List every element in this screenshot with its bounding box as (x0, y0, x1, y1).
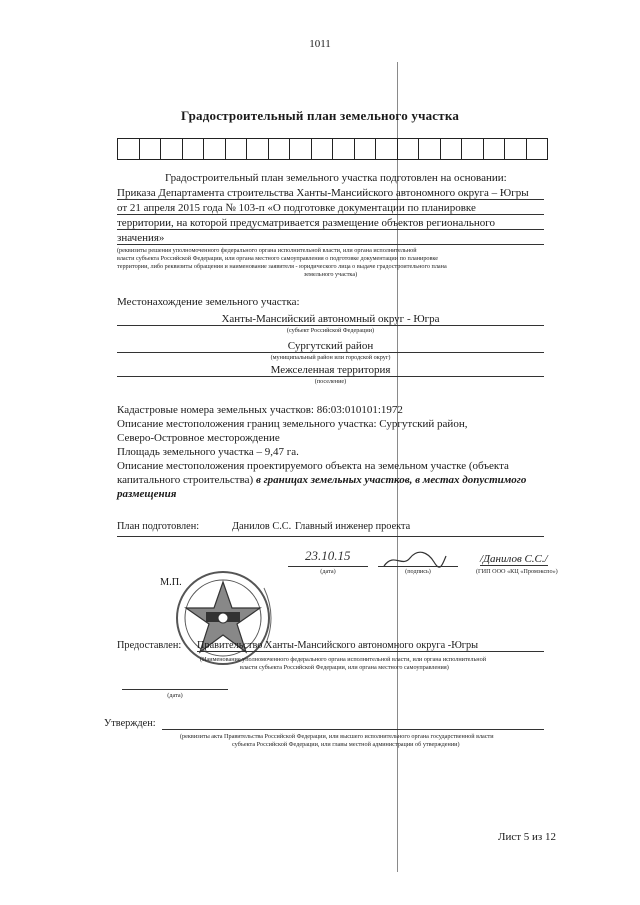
approved-caption-1: (реквизиты акта Правительства Российской Федерации, или высшего исполнительного органа государственной власти (180, 733, 494, 740)
signature-caption: (подпись) (405, 568, 431, 575)
round-seal-stamp (168, 568, 308, 668)
document-title: Градостроительный план земельного участка (180, 108, 460, 123)
approved-caption-2: субъекта Российской Федерации, или главы местной администрации об утверждении) (232, 741, 460, 748)
approved-line (162, 729, 544, 730)
location-settlement: Межселенная территория (117, 364, 544, 377)
location-settlement-caption: (поселение) (314, 378, 347, 385)
prepared-underline (117, 536, 544, 537)
location-subject: Ханты-Мансийский автономный округ - Югра (117, 313, 544, 326)
location-label: Местонахождение земельного участка: (117, 296, 300, 308)
location-district-caption: (муниципальный район или городской округ) (270, 354, 391, 361)
object-line-2-bold: в границах земельных участков, в местах допустимого (253, 474, 527, 486)
basis-caption-2: власти субъекта Российской Федерации, или органа местного самоуправления о подготовке документации по планировке (117, 255, 439, 262)
handwritten-date: 23.10.15 (305, 548, 351, 563)
grid-cell (269, 138, 291, 160)
basis-line-4: значения» (117, 232, 544, 245)
date-line (288, 566, 368, 567)
grid-cell (183, 138, 205, 160)
grid-cell (290, 138, 312, 160)
provided-label: Предоставлен: (117, 640, 182, 651)
org-caption: (ГИП ООО «КЦ «Промэкспо») (476, 568, 558, 575)
grid-cell (398, 138, 420, 160)
grid-cell (355, 138, 377, 160)
plot-area: Площадь земельного участка – 9,47 га. (117, 446, 299, 458)
grid-cell (140, 138, 162, 160)
grid-cell (462, 138, 484, 160)
basis-line-1: Приказа Департамента строительства Ханты-Мансийского автономного округа – Югры (117, 187, 544, 200)
basis-line-3: территории, на которой предусматривается размещение объектов регионального (117, 217, 544, 230)
basis-line-2: от 21 апреля 2015 года № 103-п «О подготовке документации по планировке (117, 202, 544, 215)
boundaries-line-1: Описание местоположения границ земельного участка: Сургутский район, (117, 418, 468, 430)
cadastral-number-grid (117, 138, 548, 160)
provided-date-line (122, 689, 228, 690)
prepared-name: Данилов С.С. (232, 521, 292, 532)
grid-cell (247, 138, 269, 160)
object-line-1: Описание местоположения проектируемого объекта на земельном участке (объекта (117, 460, 509, 472)
object-line-3: размещения (117, 488, 177, 500)
location-subject-caption: (субъект Российской Федерации) (286, 327, 375, 334)
boundaries-line-2: Северо-Островное месторождение (117, 432, 280, 444)
signature-line (378, 566, 458, 567)
grid-cell (376, 138, 398, 160)
provided-caption-1: (Наименование уполномоченного федерального органа исполнительной власти, или органа исполнительной (200, 656, 487, 663)
date-caption: (дата) (320, 568, 336, 575)
grid-cell (527, 138, 549, 160)
location-district: Сургутский район (117, 340, 544, 353)
grid-cell (419, 138, 441, 160)
grid-cell (505, 138, 527, 160)
grid-cell (226, 138, 248, 160)
grid-cell (118, 138, 140, 160)
sheet-number: Лист 5 из 12 (498, 831, 557, 843)
grid-cell (441, 138, 463, 160)
mp-label: М.П. (160, 577, 182, 588)
approved-label: Утвержден: (104, 718, 156, 729)
grid-cell (204, 138, 226, 160)
provided-date-caption: (дата) (167, 692, 183, 699)
provided-caption-2: власти субъекта Российской Федерации, или органа местного самоуправления) (240, 664, 449, 671)
grid-cell (312, 138, 334, 160)
cadastral-numbers: Кадастровые номера земельных участков: 86:03:010101:1972 (117, 404, 403, 416)
basis-caption-3: территории, либо реквизиты обращения и наименование заявителя - юридического лица о выдаче градостроительного плана (117, 263, 447, 270)
grid-cell (333, 138, 355, 160)
grid-cell (484, 138, 506, 160)
object-line-2 (117, 474, 526, 486)
object-line-2-normal: капитального строительства) (117, 474, 254, 486)
basis-intro: Градостроительный план земельного участка подготовлен на основании: (165, 172, 507, 184)
page-number: 1011 (309, 38, 331, 50)
basis-caption-4: земельного участка) (303, 271, 358, 278)
prepared-position: Главный инженер проекта (295, 521, 411, 532)
basis-caption-1: (реквизиты решения уполномоченного федерального органа исполнительной власти, или органа исполнительной (117, 247, 417, 254)
grid-cell (161, 138, 183, 160)
signed-name: /Данилов С.С./ (480, 553, 548, 565)
prepared-label: План подготовлен: (117, 521, 200, 532)
provided-org: Правительство Ханты-Мансийского автономного округа -Югры (197, 640, 544, 652)
